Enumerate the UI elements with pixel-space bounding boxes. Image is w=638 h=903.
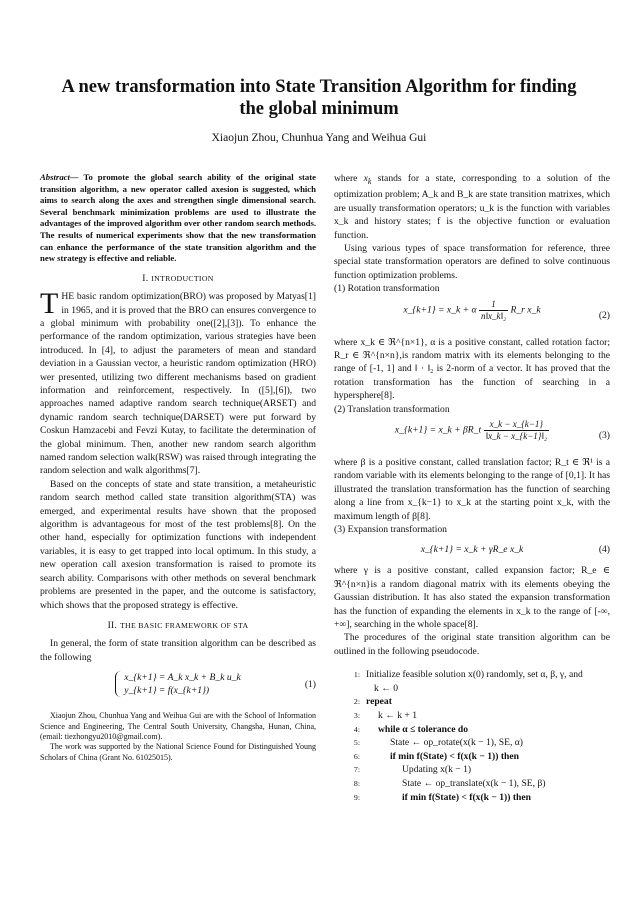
- section-numeral: I.: [142, 272, 152, 284]
- pseudocode-line: [334, 682, 610, 696]
- intro-paragraph-1: [40, 287, 316, 478]
- pseudocode-line-number: 7:: [353, 765, 360, 775]
- pseudocode-line-text: repeat: [366, 696, 392, 708]
- pseudocode-line-text: State ← op_translate(x(k − 1), SE, β): [402, 778, 546, 790]
- rotation-title: (1) Rotation transformation: [334, 283, 440, 295]
- abstract-label: Abstract—: [40, 172, 79, 182]
- translation-description: where β is a positive constant, called translation factor; R_t ∈ ℜ¹ is a random variable with its elements belonging to the range of [0,1]. It has illustrated the translation transformation has the function of searching along a line from x_{k−1} to x_k at the starting point x_k, with the maximum length of β[8].: [334, 457, 610, 522]
- pseudocode-line: [334, 777, 610, 791]
- equation-2-lhs: x_{k+1} = x_k + α: [403, 304, 477, 316]
- equation-2: [334, 299, 610, 333]
- section-title: THE BASIC FRAMEWORK OF STA: [119, 620, 249, 630]
- author-list: Xiaojun Zhou, Chunhua Yang and Weihua Gui: [211, 132, 427, 144]
- equation-3-fraction: [484, 419, 550, 442]
- pseudocode-line-text: if min f(State) < f(x(k − 1)) then: [390, 750, 519, 762]
- pseudocode-line-number: 4:: [353, 724, 360, 734]
- equation-1-number: (1): [304, 679, 316, 691]
- equation-2-fraction: [479, 299, 508, 322]
- left-column: [40, 172, 316, 763]
- pseudocode-line-text: Updating x(k − 1): [402, 764, 472, 776]
- pseudocode-line: [334, 763, 610, 777]
- pseudocode-line-text: Initialize feasible solution x(0) randomly, set α, β, γ, and: [366, 669, 583, 681]
- rotation-description: where x_k ∈ ℜ^{n×1}, α is a positive constant, called rotation factor; R_r ∈ ℜ^{n×n},is random matrix with its elements belonging to the range of [-1, 1] and ‖ · ‖₂ is 2-norm of a vector. It has proved that the rotation transformation has the function of searching in a hypersphere[8].: [334, 336, 610, 402]
- pseudocode-line-number: [334, 682, 366, 696]
- intro-paragraph-1-text: HE basic random optimization(BRO) was proposed by Matyas[1] in 1965, and it is proved that the BRO can ensures convergence to a global minimum with probability one([2],[3]). To enhance the performance of the random optimization, various strategies have been introduced. In [4], to adjust the parameters of mean and standard deviation in a Gaussian vector, a heuristic random optimization (HRO) wer presented, utilizing two different mechanisms based on gradient information and reinforcement, respectively. In ([5],[6]), two approaches named adaptive random search technique(ARSET) and dynamic random search technique(DARSET) were put forward by Coskun Hamzacebi and Fevzi Kutay, to facilitate the determination of the global minimum. Then, another new random search algorithm named random selection walk(RSW) was raised through integrating the random selection and walk algorithms[7].: [40, 291, 316, 477]
- section-heading-framework: [40, 619, 316, 632]
- pseudocode-line-number: 9:: [353, 792, 360, 802]
- pseudocode-line: [334, 723, 610, 737]
- pseudocode-line-number: 6:: [353, 751, 360, 761]
- pseudocode-line: [334, 695, 610, 709]
- translation-title: (2) Translation transformation: [334, 403, 450, 415]
- equation-3-lhs: x_{k+1} = x_k + βR_t: [394, 424, 482, 436]
- equation-1-system: [115, 671, 240, 697]
- pseudocode-line-number: 8:: [353, 779, 360, 789]
- equation-3-numerator: x_k − x_{k−1}: [484, 419, 550, 431]
- title-line-2: the global minimum: [239, 99, 399, 119]
- equation-4-body: x_{k+1} = x_k + γR_e x_k: [420, 544, 524, 556]
- footnotes: [40, 711, 316, 763]
- footnote-funding: The work was supported by the National Science Found for Distinguished Young Scholars of China (Grant No. 61025015).: [40, 742, 316, 762]
- pseudocode-line-text: k ← k + 1: [378, 710, 417, 722]
- equation-1-line-2: y_{k+1} = f(x_{k+1}): [124, 685, 210, 697]
- section-heading-introduction: [40, 272, 316, 285]
- abstract-text: To promote the global search ability of the original state transition algorithm, a new operator called axesion is suggested, which aims to search along the axes and strengthen single dimensional search. Several benchmark minimization problems are used to illustrate the advantages of the improved algorithm over other random search methods. The results of numerical experiments show that the new transformation can enhance the performance of the state transition algorithm and the new strategy is effective and reliable.: [40, 172, 316, 264]
- equation-2-denominator: n‖x_k‖₂: [480, 310, 507, 321]
- expansion-title: (3) Expansion transformation: [334, 524, 447, 536]
- framework-paragraph: In general, the form of state transition algorithm can be described as the following: [40, 638, 316, 663]
- where-paragraph: where $x_k$ stands for a state, corresponding to a solution of the optimization problem; A_k and B_k are state transition matrixes, which are usually transformation operators; u_k is the function with variables x_k and history states; f is the objective function or evaluation function.: [334, 173, 610, 241]
- paper-title: [40, 76, 598, 120]
- right-column: [334, 172, 610, 804]
- pseudocode-line: [334, 709, 610, 723]
- section-numeral: II.: [107, 619, 120, 631]
- equation-2-numerator: 1: [479, 299, 508, 311]
- dropcap-letter: T: [40, 287, 59, 321]
- equation-3-denominator: ‖x_k − x_{k−1}‖₂: [485, 431, 548, 441]
- pseudocode-line-text: if min f(State) < f(x(k − 1)) then: [402, 791, 531, 803]
- expansion-description: where γ is a positive constant, called expansion factor; R_e ∈ ℜ^{n×n}is a random diagonal matrix with its elements obeying the Gaussian distribution. It has also stated the expansion transformation has the function of expanding the elements in x_k to the range of [-∞, +∞], searching in the whole space[8].: [334, 565, 610, 631]
- pseudocode-line: [334, 750, 610, 764]
- abstract: [40, 172, 316, 265]
- where-paragraph-text: stands for a state, corresponding to a solution of the optimization problem; A_k and B_k are state transition matrixes, which are usually transformation operators; u_k is the function with variables x_k and history states; f is the objective function or evaluation function.: [334, 173, 610, 241]
- intro-paragraph-2: Based on the concepts of state and state transition, a metaheuristic random search method called state transition algorithm(STA) was emerged, and experimental results have shown that the proposed algorithm is advantageous for most of the test problems[8]. On the other hand, especially for optimization functions with independent variables, it is easy to get trapped into local optimum. In this study, a new operation call axesion transformation is raised to promote its search ability. Comparisons with other methods on several benchmark problems are presented in the paper, and the outcome is satisfactory, which shows that the proposed strategy is effective.: [40, 478, 316, 611]
- equation-1-line-1: x_{k+1} = A_k x_k + B_k u_k: [124, 672, 241, 684]
- equation-3-number: (3): [598, 430, 610, 441]
- equation-1: [40, 667, 316, 703]
- equation-4-number: (4): [598, 544, 610, 556]
- pseudocode-line: [334, 736, 610, 750]
- pseudocode-line-number: 1:: [353, 670, 360, 680]
- title-line-1: A new transformation into State Transition Algorithm for finding: [61, 77, 577, 97]
- procedure-description: The procedures of the original state transition algorithm can be outlined in the following pseudocode.: [334, 632, 610, 657]
- equation-3: [334, 419, 610, 453]
- pseudocode-line-number: 3:: [353, 711, 360, 721]
- pseudocode-line: [334, 668, 610, 682]
- equation-2-number: (2): [598, 309, 610, 321]
- pseudocode-line-number: 2:: [353, 697, 360, 707]
- pseudocode-block: [334, 668, 610, 804]
- pseudocode-line-text: while α ≤ tolerance do: [378, 723, 469, 735]
- equation-4: [334, 539, 610, 561]
- pseudocode-line: [334, 791, 610, 805]
- pseudocode-line-number: 5:: [353, 738, 360, 748]
- equation-2-rhs: R_r x_k: [510, 304, 541, 316]
- section-title: INTRODUCTION: [151, 273, 214, 283]
- pseudocode-line-text: k ← 0: [374, 682, 398, 694]
- footnote-affiliation: Xiaojun Zhou, Chunhua Yang and Weihua Gui are with the School of Information Science and Engineering, The Central South University, Changsha, Hunan, China, (email: tiezhongyu2010@gmail.com).: [40, 711, 316, 741]
- pseudocode-line-text: State ← op_rotate(x(k − 1), SE, α): [390, 737, 523, 749]
- using-paragraph: Using various types of space transformation for reference, three special state transformation operators are defined to solve continuous function optimization problems.: [334, 242, 610, 281]
